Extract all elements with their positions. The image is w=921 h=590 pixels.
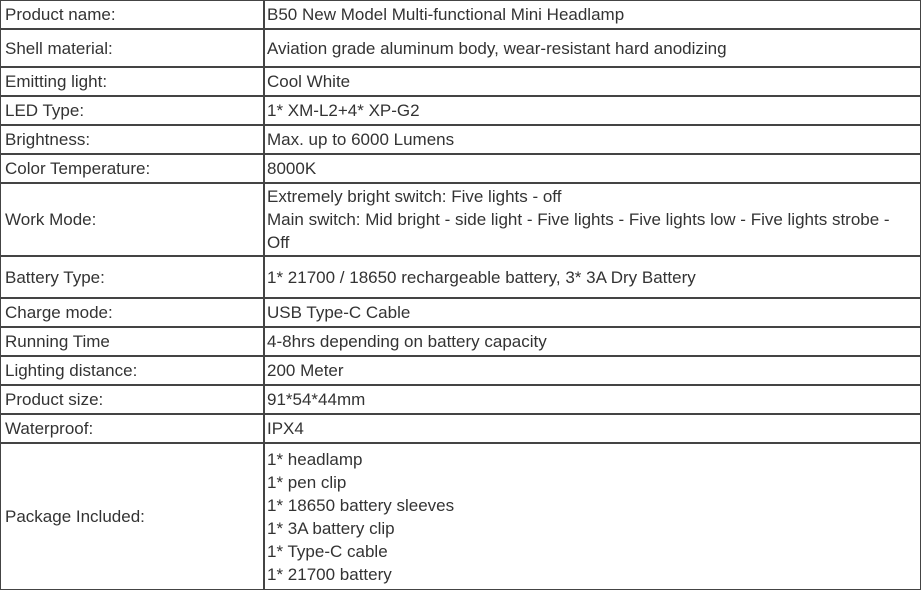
spec-value-line: Max. up to 6000 Lumens <box>267 130 455 149</box>
spec-value <box>264 327 921 356</box>
spec-label: Shell material: <box>0 29 264 67</box>
spec-label: Lighting distance: <box>0 356 264 385</box>
spec-value-line: Main switch: Mid bright - side light - Five lights - Five lights low - Five lights strobe - Off <box>267 210 890 252</box>
spec-value-line: 1* Type-C cable <box>267 541 388 561</box>
spec-label: Package Included: <box>0 443 264 590</box>
spec-value <box>264 125 921 154</box>
spec-value <box>264 0 921 29</box>
spec-value <box>264 67 921 96</box>
table-row <box>0 385 921 414</box>
table-row <box>0 443 921 590</box>
spec-label: Brightness: <box>0 125 264 154</box>
spec-label: Running Time <box>0 327 264 356</box>
spec-value <box>264 443 921 590</box>
spec-value-line: 1* 3A battery clip <box>267 518 395 538</box>
spec-label: LED Type: <box>0 96 264 125</box>
table-row <box>0 298 921 327</box>
table-row <box>0 29 921 67</box>
spec-value-line: Extremely bright switch: Five lights - off <box>267 187 562 206</box>
spec-value-line: 1* 18650 battery sleeves <box>267 495 455 515</box>
spec-value-line: 1* headlamp <box>267 449 363 469</box>
spec-value-line: 4-8hrs depending on battery capacity <box>267 332 547 351</box>
spec-value <box>264 414 921 443</box>
spec-value-line: 8000K <box>267 159 317 178</box>
spec-label: Waterproof: <box>0 414 264 443</box>
spec-value <box>264 29 921 67</box>
spec-value <box>264 385 921 414</box>
spec-value <box>264 96 921 125</box>
spec-value-line: 1* pen clip <box>267 472 347 492</box>
spec-value-line: 1* 21700 / 18650 rechargeable battery, 3* 3A Dry Battery <box>267 267 696 287</box>
spec-value <box>264 356 921 385</box>
spec-label: Battery Type: <box>0 256 264 298</box>
spec-value-line: 1* 21700 battery <box>267 564 392 584</box>
spec-label: Charge mode: <box>0 298 264 327</box>
spec-value-line: B50 New Model Multi-functional Mini Headlamp <box>267 5 625 24</box>
table-row <box>0 0 921 29</box>
spec-value-line: 91*54*44mm <box>267 390 366 409</box>
table-row <box>0 154 921 183</box>
table-row <box>0 96 921 125</box>
table-row <box>0 67 921 96</box>
spec-value-line: Aviation grade aluminum body, wear-resistant hard anodizing <box>267 38 727 58</box>
table-row <box>0 125 921 154</box>
spec-label: Emitting light: <box>0 67 264 96</box>
spec-value-line: 1* XM-L2+4* XP-G2 <box>267 101 420 120</box>
table-row <box>0 256 921 298</box>
spec-value <box>264 183 921 256</box>
spec-value <box>264 298 921 327</box>
table-row <box>0 183 921 256</box>
spec-value-line: 200 Meter <box>267 361 344 380</box>
table-row <box>0 327 921 356</box>
spec-label: Product name: <box>0 0 264 29</box>
spec-value-line: IPX4 <box>267 419 304 438</box>
spec-value-line: Cool White <box>267 72 351 91</box>
spec-value <box>264 256 921 298</box>
spec-label: Product size: <box>0 385 264 414</box>
spec-label: Work Mode: <box>0 183 264 256</box>
spec-label: Color Temperature: <box>0 154 264 183</box>
table-row <box>0 356 921 385</box>
spec-value <box>264 154 921 183</box>
table-row <box>0 414 921 443</box>
spec-value-line: USB Type-C Cable <box>267 303 411 322</box>
